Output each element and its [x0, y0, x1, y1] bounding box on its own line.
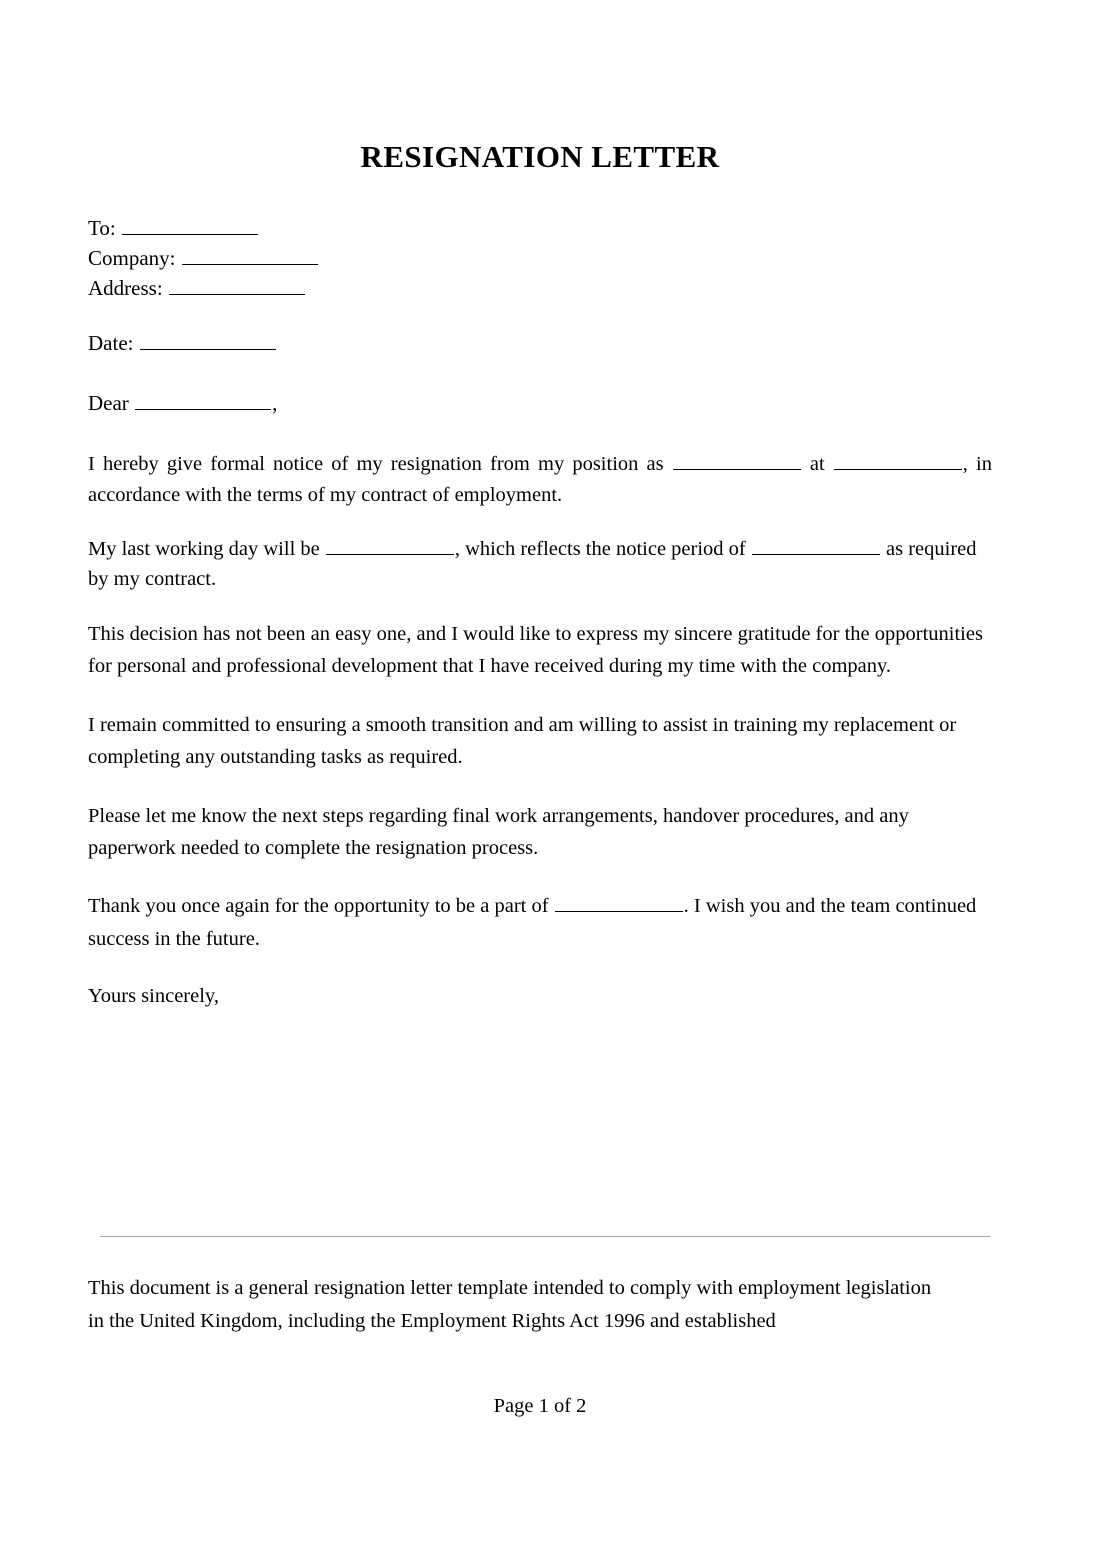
letter-body — [88, 214, 992, 1232]
field-input-to[interactable] — [122, 215, 258, 235]
salutation-suffix: , — [272, 391, 278, 416]
salutation-row — [88, 389, 992, 419]
notice-text-2: at — [801, 453, 833, 476]
notice-input-company[interactable] — [834, 450, 962, 470]
paragraph-next-steps: Please let me know the next steps regarding final work arrangements, handover procedures, and any paperwork needed to complete the resignation process. — [88, 804, 909, 859]
field-row-company — [88, 244, 992, 274]
signature-space — [88, 1012, 992, 1232]
closing-salutation: Yours sincerely, — [88, 985, 219, 1008]
salutation-input-name[interactable] — [135, 390, 271, 410]
spacer-after-recipient — [88, 303, 992, 329]
page-title: RESIGNATION LETTER — [360, 138, 720, 174]
notice-input-position[interactable] — [673, 450, 801, 470]
spacer-after-salutation — [88, 419, 992, 449]
field-label-company: Company: — [88, 245, 176, 270]
paragraph-last-working-day — [88, 534, 992, 596]
thanks-text-1: Thank you once again for the opportunity to be a part of — [88, 895, 554, 918]
page-number: Page 1 of 2 — [493, 1395, 587, 1417]
disclaimer-text: This document is a general resignation letter template intended to comply with employment legislation in the United Kingdom, including the Employment Rights Act 1996 and established — [88, 1277, 932, 1333]
spacer-paragraph-2 — [88, 595, 992, 618]
field-input-date[interactable] — [140, 330, 276, 350]
paragraph-gratitude: This decision has not been an easy one, and I would like to express my sincere gratitude for the opportunities for personal and professional development that I have received during my time with the company. — [88, 623, 983, 678]
lwd-input-date[interactable] — [326, 535, 454, 555]
field-row-date — [88, 329, 992, 359]
spacer-paragraph-3 — [88, 683, 992, 709]
lwd-text-2: , which reflects the notice period of — [454, 537, 751, 560]
lwd-text-3: as required by my contract. — [88, 537, 977, 591]
spacer-paragraph-6 — [88, 955, 992, 981]
field-row-address — [88, 274, 992, 304]
recipient-fields — [88, 214, 992, 303]
thanks-text-2: . I wish you and the team continued success in the future. — [88, 895, 977, 950]
lwd-text-1: My last working day will be — [88, 537, 325, 560]
paragraph-thanks — [88, 890, 992, 955]
notice-text-1: I hereby give formal notice of my resignation from my position as — [88, 453, 672, 476]
field-input-address[interactable] — [169, 274, 305, 294]
paragraph-transition: I remain committed to ensuring a smooth transition and am willing to assist in training my replacement or completing any outstanding tasks as required. — [88, 713, 957, 769]
paragraph-notice — [88, 449, 992, 511]
thanks-input-company[interactable] — [555, 892, 683, 912]
field-label-to: To: — [88, 216, 116, 240]
spacer-paragraph-5 — [88, 864, 992, 890]
field-input-company[interactable] — [182, 245, 318, 265]
salutation-prefix: Dear — [88, 391, 129, 416]
field-row-to — [88, 214, 992, 244]
spacer-after-date — [88, 359, 992, 389]
spacer-paragraph-4 — [88, 774, 992, 800]
lwd-input-notice-period[interactable] — [752, 535, 880, 555]
field-label-date: Date: — [88, 331, 134, 356]
footer-divider — [100, 1236, 990, 1237]
spacer-paragraph-1 — [88, 511, 992, 534]
field-label-address: Address: — [88, 275, 163, 300]
notice-text-3: , in accordance with the terms of my contract of employment. — [88, 453, 992, 506]
